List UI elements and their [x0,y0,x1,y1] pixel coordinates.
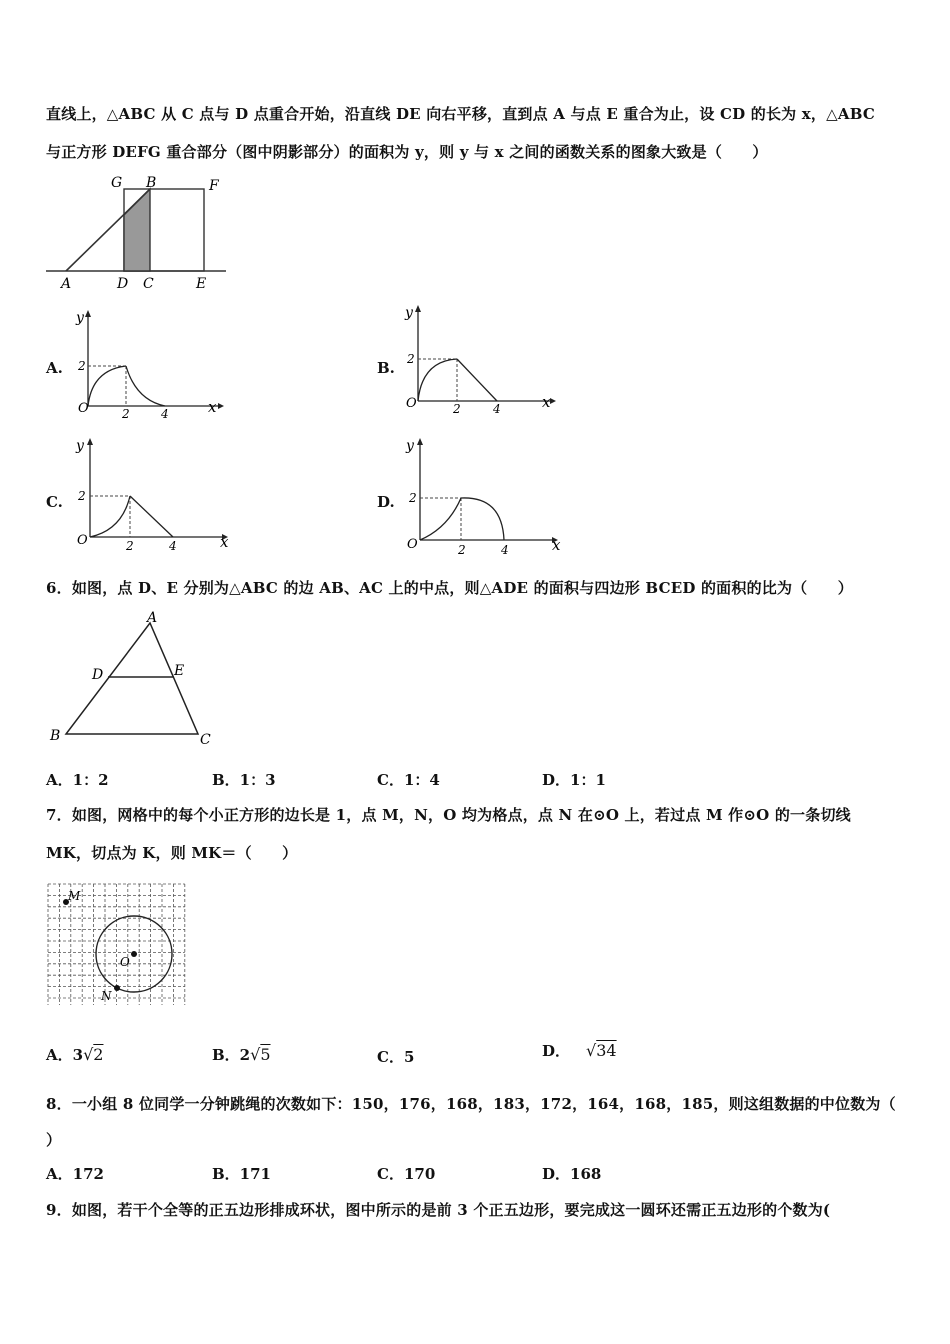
q5-figure [46,172,236,294]
q7-stem-line1: 7．如图，网格中的每个小正方形的边长是 1，点 M，N，O 均为格点，点 N 在⊙O 上，若过点 M 作⊙O 的一条切线 [46,806,851,824]
q6-option-b[interactable]: B．1：3 [212,771,276,789]
q5-label-B: B [146,175,157,191]
q5-option-a-label: A. [46,359,63,377]
q6-triangle-figure [46,608,226,753]
q5-label-C: C [143,276,154,292]
x-tick-2: 2 [458,543,466,557]
q5-label-E: E [196,276,207,292]
q5-label-G: G [111,175,123,191]
q7-option-b[interactable] [212,1044,271,1065]
x-tick-2: 2 [453,402,461,416]
q6-label-D: D [92,667,104,683]
origin-label: O [77,533,88,548]
q6-option-d[interactable]: D．1：1 [542,771,606,789]
q5-option-d-label: D. [377,493,395,511]
q6-option-a[interactable]: A．1：2 [46,771,109,789]
sqrt-sign-icon: √34 [586,1041,617,1060]
sqrt-sign-icon: √2 [83,1045,104,1064]
x-tick-4: 4 [169,539,177,553]
q5-label-A: A [61,276,72,292]
q7-grid-figure [46,882,191,1007]
q5-option-b-graph [400,303,560,418]
q5-label-F: F [209,178,219,194]
q5-stem-line1: 直线上，△ABC 从 C 点与 D 点重合开始，沿直线 DE 向右平移，直到点 A 与点 E 重合为止，设 CD 的长为 x，△ABC [46,105,875,123]
y-axis-label: y [406,438,414,454]
x-tick-2: 2 [122,407,130,421]
q7-option-d-radicand: 34 [596,1041,617,1060]
q8-option-a[interactable]: A．172 [46,1165,104,1183]
q7-option-a[interactable] [46,1044,103,1065]
q5-option-d-graph [400,436,570,556]
y-tick-2: 2 [78,489,86,503]
q7-label-N: N [101,989,112,1003]
origin-label: O [406,396,417,411]
x-axis-label: x [220,533,229,551]
q6-label-B: B [50,728,61,744]
y-axis-label: y [76,310,84,326]
q7-option-b-radicand: 5 [260,1045,271,1064]
q6-label-E: E [174,663,185,679]
q8-option-b[interactable]: B．171 [212,1165,271,1183]
q7-option-a-radicand: 2 [93,1045,104,1064]
y-axis-label: y [76,438,84,454]
q7-option-a-text: A．3 [46,1046,84,1064]
y-tick-2: 2 [78,359,86,373]
q8-option-d[interactable]: D．168 [542,1165,602,1183]
q8-stem-line1: 8．一小组 8 位同学一分钟跳绳的次数如下：150，176，168，183，172，164，168，185，则这组数据的中位数为（ [46,1095,896,1113]
q6-option-c[interactable]: C．1：4 [377,771,440,789]
q5-option-c-label: C. [46,493,63,511]
q7-option-b-text: B．2 [212,1046,251,1064]
x-axis-label: x [208,398,217,416]
x-tick-4: 4 [493,402,501,416]
q6-label-A: A [147,610,158,626]
x-axis-label: x [542,393,551,411]
q7-label-M: M [68,889,81,903]
q8-stem-line2: ） [46,1131,62,1149]
x-tick-4: 4 [501,543,509,557]
q7-option-d[interactable] [542,1040,617,1061]
q5-stem-line2: 与正方形 DEFG 重合部分（图中阴影部分）的面积为 y，则 y 与 x 之间的函数关系的图象大致是（ ） [46,143,768,161]
q5-option-c-graph [70,436,240,556]
y-tick-2: 2 [409,491,417,505]
q7-label-O: O [120,955,130,969]
x-tick-2: 2 [126,539,134,553]
origin-label: O [78,401,89,416]
q6-stem: 6．如图，点 D、E 分别为△ABC 的边 AB、AC 上的中点，则△ADE 的面积与四边形 BCED 的面积的比为（ ） [46,579,853,597]
q7-option-c-text: C．5 [377,1048,415,1066]
y-tick-2: 2 [407,352,415,366]
q8-option-c[interactable]: C．170 [377,1165,436,1183]
sqrt-sign-icon: √5 [250,1045,271,1064]
q7-stem-line2: MK，切点为 K，则 MK＝（ ） [46,844,298,862]
q5-option-a-graph [70,308,225,423]
x-tick-4: 4 [161,407,169,421]
q9-stem-line1: 9．如图，若干个全等的正五边形排成环状，图中所示的是前 3 个正五边形，要完成这一圆环还需正五边形的个数为( [46,1201,831,1219]
q7-option-c[interactable] [377,1046,414,1067]
q7-option-d-text: D． [542,1042,571,1060]
q5-option-b-label: B. [377,359,395,377]
origin-label: O [407,537,418,552]
q5-label-D: D [117,276,129,292]
x-axis-label: x [552,536,561,554]
q6-label-C: C [200,732,211,748]
y-axis-label: y [405,305,413,321]
